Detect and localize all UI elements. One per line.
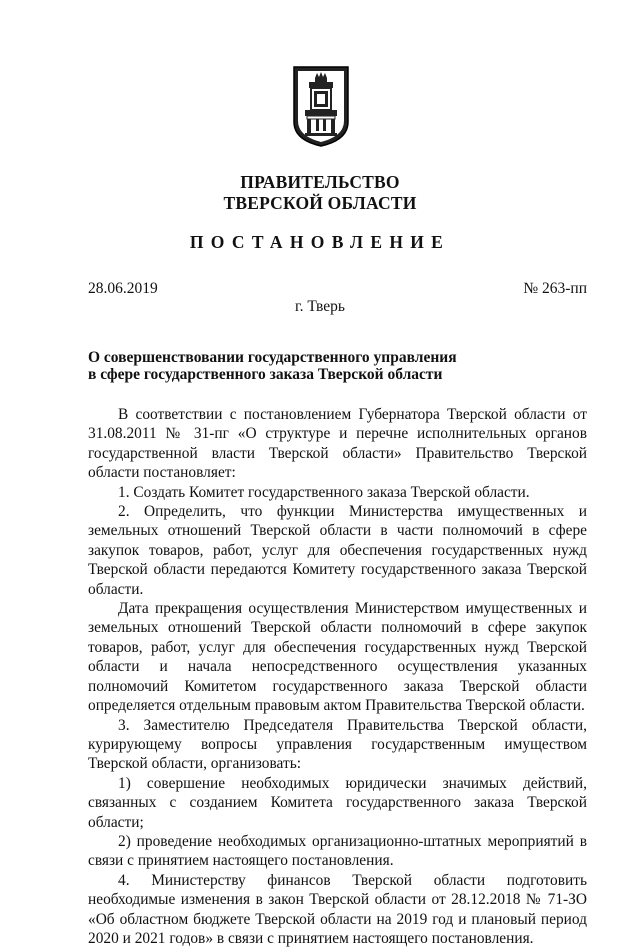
body-paragraph: 1) совершение необходимых юридически значимых действий, связанных с созданием Комитета государственного заказа Тверской области; [88, 774, 587, 831]
document-heading-line-1: О совершенствовании государственного управления [88, 349, 457, 366]
document-heading [88, 349, 528, 383]
document-number: № 263-пп [523, 280, 587, 297]
document-type-title: ПОСТАНОВЛЕНИЕ [189, 232, 451, 252]
tver-coat-of-arms-icon [291, 64, 351, 148]
body-paragraph: 1. Создать Комитет государственного заказа Тверской области. [118, 483, 530, 501]
document-date: 28.06.2019 [88, 280, 158, 297]
body-paragraph: 2. Определить, что функции Министерства имущественных и земельных отношений Тверской области в части полномочий в сфере закупок товаров, работ, услуг для обеспечения государственных нужд Тверской области передаются Комитету государственного заказа Тверской области. [88, 503, 587, 598]
document-city: г. Тверь [295, 298, 345, 315]
body-paragraph: 3. Заместителю Председателя Правительства Тверской области, курирующему вопросы управления государственным имуществом Тверской области, организовать: [88, 716, 587, 773]
organization-name-line-2: ТВЕРСКОЙ ОБЛАСТИ [223, 193, 417, 213]
organization-name-line-1: ПРАВИТЕЛЬСТВО [240, 172, 400, 192]
body-paragraph: 2) проведение необходимых организационно-штатных мероприятий в связи с принятием настоящего постановления. [88, 832, 587, 870]
document-heading-line-2: в сфере государственного заказа Тверской области [88, 366, 443, 383]
document-body [88, 405, 587, 948]
body-paragraph: 4. Министерству финансов Тверской области подготовить необходимые изменения в закон Тверской области от 28.12.2018 № 71-ЗО «Об областном бюджете Тверской области на 2019 год и плановый период 2020 и 2021 годов» в связи с принятием настоящего постановления. [88, 871, 587, 947]
body-paragraph: В соответствии с постановлением Губернатора Тверской области от 31.08.2011 № 31-пг «О структуре и перечне исполнительных органов государственной власти Тверской области» Правительство Тверской области постановляет: [88, 406, 587, 482]
body-paragraph: Дата прекращения осуществления Министерством имущественных и земельных отношений Тверской области полномочий в сфере закупок товаров, работ, услуг для обеспечения государственных нужд Тверской области и начала непосредственного осуществления указанных полномочий Комитетом государственного заказа Тверской области определяется отдельным правовым актом Правительства Тверской области. [88, 600, 587, 715]
